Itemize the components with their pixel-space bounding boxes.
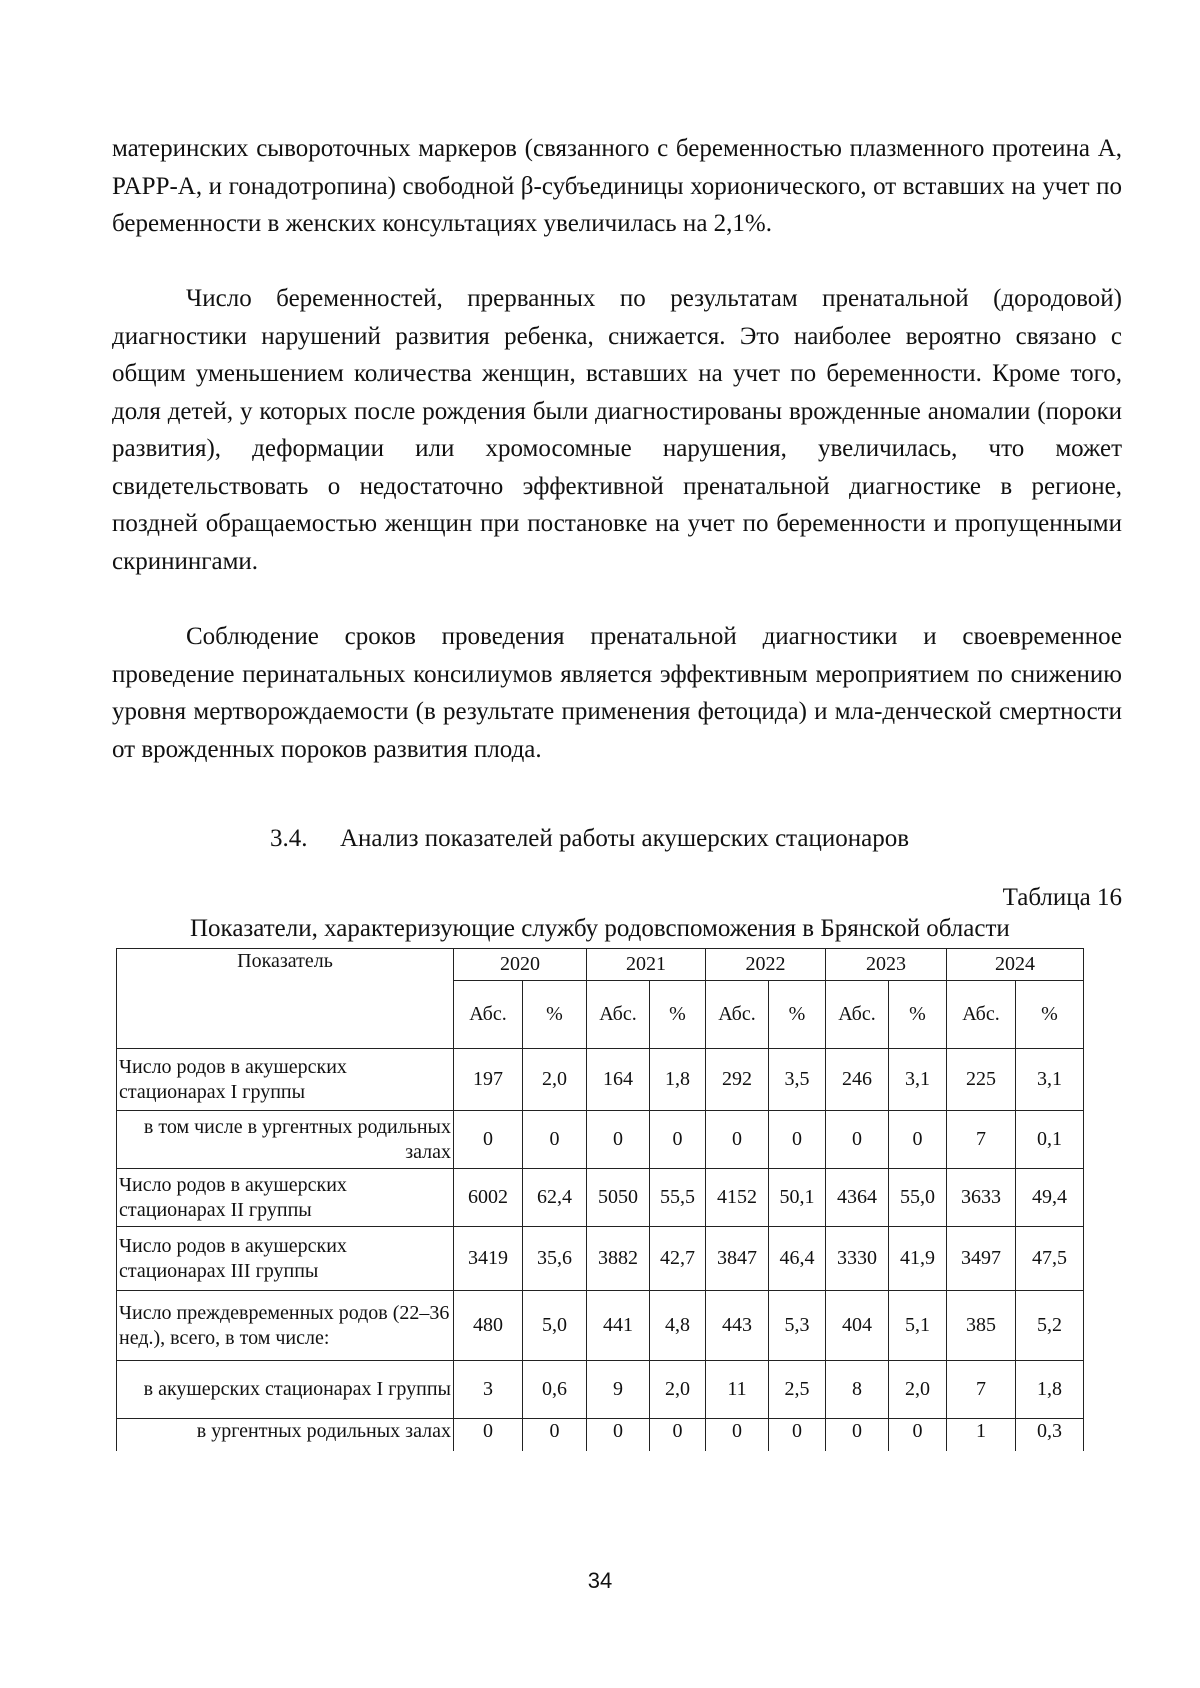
cell-abs: 0 bbox=[454, 1419, 523, 1451]
cell-abs: 0 bbox=[587, 1111, 650, 1169]
cell-pct: 0,3 bbox=[1016, 1419, 1084, 1451]
cell-abs: 0 bbox=[454, 1111, 523, 1169]
header-indicator: Показатель bbox=[117, 949, 454, 1049]
cell-pct: 55,5 bbox=[650, 1169, 706, 1227]
cell-abs: 164 bbox=[587, 1049, 650, 1111]
cell-abs: 443 bbox=[706, 1291, 769, 1361]
page-number: 34 bbox=[587, 1568, 613, 1593]
header-year: 2023 bbox=[826, 949, 947, 981]
header-pct: % bbox=[650, 981, 706, 1049]
cell-pct: 49,4 bbox=[1016, 1169, 1084, 1227]
cell-abs: 3497 bbox=[947, 1227, 1016, 1291]
cell-abs: 1 bbox=[947, 1419, 1016, 1451]
cell-abs: 385 bbox=[947, 1291, 1016, 1361]
statistics-table bbox=[116, 948, 1084, 1451]
cell-abs: 3 bbox=[454, 1361, 523, 1419]
cell-abs: 441 bbox=[587, 1291, 650, 1361]
cell-abs: 0 bbox=[706, 1419, 769, 1451]
cell-abs: 0 bbox=[706, 1111, 769, 1169]
table-row bbox=[117, 1291, 1084, 1361]
cell-pct: 0,6 bbox=[523, 1361, 587, 1419]
header-abs: Абс. bbox=[454, 981, 523, 1049]
cell-abs: 0 bbox=[826, 1419, 889, 1451]
cell-pct: 42,7 bbox=[650, 1227, 706, 1291]
header-abs: Абс. bbox=[947, 981, 1016, 1049]
cell-pct: 5,1 bbox=[889, 1291, 947, 1361]
cell-abs: 3847 bbox=[706, 1227, 769, 1291]
paragraph-2: Число беременностей, прерванных по результатам пренатальной (дородовой) диагностики нарушений развития ребенка, снижается. Это наиболее вероятно связано с общим уменьшением количества женщин, вставших на учет по беременности. Кроме того, доля детей, у которых после рождения были диагностированы врожденные аномалии (пороки развития), деформации или хромосомные нарушения, увеличилась, что может свидетельствовать о недостаточно эффективной пренатальной диагностике в регионе, поздней обращаемостью женщин при постановке на учет по беременности и пропущенными скринингами. bbox=[112, 285, 1122, 575]
table-row bbox=[117, 1169, 1084, 1227]
cell-pct: 0 bbox=[523, 1111, 587, 1169]
cell-abs: 0 bbox=[587, 1419, 650, 1451]
cell-abs: 6002 bbox=[454, 1169, 523, 1227]
cell-pct: 2,5 bbox=[769, 1361, 826, 1419]
header-year: 2021 bbox=[587, 949, 706, 981]
cell-abs: 292 bbox=[706, 1049, 769, 1111]
header-abs: Абс. bbox=[826, 981, 889, 1049]
cell-pct: 3,1 bbox=[1016, 1049, 1084, 1111]
cell-abs: 3330 bbox=[826, 1227, 889, 1291]
header-row-years bbox=[117, 949, 1084, 981]
cell-abs: 3882 bbox=[587, 1227, 650, 1291]
cell-pct: 1,8 bbox=[650, 1049, 706, 1111]
cell-pct: 46,4 bbox=[769, 1227, 826, 1291]
cell-abs: 7 bbox=[947, 1111, 1016, 1169]
cell-abs: 3419 bbox=[454, 1227, 523, 1291]
cell-abs: 4152 bbox=[706, 1169, 769, 1227]
row-label: Число родов в акушерских стационарах I группы bbox=[117, 1049, 454, 1111]
cell-pct: 5,0 bbox=[523, 1291, 587, 1361]
cell-pct: 2,0 bbox=[889, 1361, 947, 1419]
row-label: в том числе в ургентных родильных залах bbox=[117, 1111, 454, 1169]
cell-pct: 0 bbox=[650, 1111, 706, 1169]
cell-pct: 0 bbox=[769, 1419, 826, 1451]
header-pct: % bbox=[1016, 981, 1084, 1049]
cell-abs: 0 bbox=[826, 1111, 889, 1169]
cell-abs: 7 bbox=[947, 1361, 1016, 1419]
cell-pct: 2,0 bbox=[650, 1361, 706, 1419]
cell-abs: 9 bbox=[587, 1361, 650, 1419]
cell-pct: 4,8 bbox=[650, 1291, 706, 1361]
cell-pct: 0 bbox=[889, 1111, 947, 1169]
section-number: 3.4. bbox=[270, 825, 308, 852]
cell-pct: 2,0 bbox=[523, 1049, 587, 1111]
cell-pct: 0 bbox=[523, 1419, 587, 1451]
header-pct: % bbox=[523, 981, 587, 1049]
table-row bbox=[117, 1049, 1084, 1111]
header-year: 2022 bbox=[706, 949, 826, 981]
cell-pct: 55,0 bbox=[889, 1169, 947, 1227]
header-pct: % bbox=[769, 981, 826, 1049]
cell-pct: 50,1 bbox=[769, 1169, 826, 1227]
cell-abs: 480 bbox=[454, 1291, 523, 1361]
section-title: Анализ показателей работы акушерских стационаров bbox=[340, 825, 910, 852]
header-pct: % bbox=[889, 981, 947, 1049]
header-year: 2024 bbox=[947, 949, 1084, 981]
header-abs: Абс. bbox=[706, 981, 769, 1049]
cell-pct: 0 bbox=[769, 1111, 826, 1169]
cell-pct: 0 bbox=[650, 1419, 706, 1451]
cell-abs: 225 bbox=[947, 1049, 1016, 1111]
table-row bbox=[117, 1227, 1084, 1291]
cell-abs: 8 bbox=[826, 1361, 889, 1419]
paragraph-1: материнских сывороточных маркеров (связанного с беременностью плазменного протеина А, PAPP-A, и гонадотропина) свободной β-субъединицы хорионического, от вставших на учет по беременности в женских консультациях увеличилась на 2,1%. bbox=[112, 135, 1122, 237]
cell-abs: 3633 bbox=[947, 1169, 1016, 1227]
cell-pct: 5,2 bbox=[1016, 1291, 1084, 1361]
cell-pct: 35,6 bbox=[523, 1227, 587, 1291]
header-year: 2020 bbox=[454, 949, 587, 981]
cell-pct: 3,5 bbox=[769, 1049, 826, 1111]
cell-abs: 246 bbox=[826, 1049, 889, 1111]
cell-pct: 0,1 bbox=[1016, 1111, 1084, 1169]
row-label: Число преждевременных родов (22–36 нед.), всего, в том числе: bbox=[117, 1291, 454, 1361]
cell-pct: 62,4 bbox=[523, 1169, 587, 1227]
table-title: Показатели, характеризующие службу родовспоможения в Брянской области bbox=[190, 915, 1010, 942]
cell-abs: 4364 bbox=[826, 1169, 889, 1227]
paragraph-3: Соблюдение сроков проведения пренатальной диагностики и своевременное проведение перинатальных консилиумов является эффективным мероприятием по снижению уровня мертворождаемости (в результате применения фетоцида) и мла-денческой смертности от врожденных пороков развития плода. bbox=[112, 623, 1122, 763]
cell-abs: 197 bbox=[454, 1049, 523, 1111]
cell-abs: 404 bbox=[826, 1291, 889, 1361]
table-label: Таблица 16 bbox=[1002, 884, 1122, 911]
cell-pct: 1,8 bbox=[1016, 1361, 1084, 1419]
cell-pct: 0 bbox=[889, 1419, 947, 1451]
cell-pct: 47,5 bbox=[1016, 1227, 1084, 1291]
header-abs: Абс. bbox=[587, 981, 650, 1049]
table-row bbox=[117, 1111, 1084, 1169]
cell-pct: 41,9 bbox=[889, 1227, 947, 1291]
row-label: в акушерских стационарах I группы bbox=[117, 1361, 454, 1419]
table-row bbox=[117, 1361, 1084, 1419]
row-label: Число родов в акушерских стационарах II группы bbox=[117, 1169, 454, 1227]
section-heading bbox=[270, 825, 909, 853]
cell-abs: 11 bbox=[706, 1361, 769, 1419]
row-label: в ургентных родильных залах bbox=[117, 1419, 454, 1451]
cell-abs: 5050 bbox=[587, 1169, 650, 1227]
table-row bbox=[117, 1419, 1084, 1451]
cell-pct: 5,3 bbox=[769, 1291, 826, 1361]
row-label: Число родов в акушерских стационарах III группы bbox=[117, 1227, 454, 1291]
cell-pct: 3,1 bbox=[889, 1049, 947, 1111]
